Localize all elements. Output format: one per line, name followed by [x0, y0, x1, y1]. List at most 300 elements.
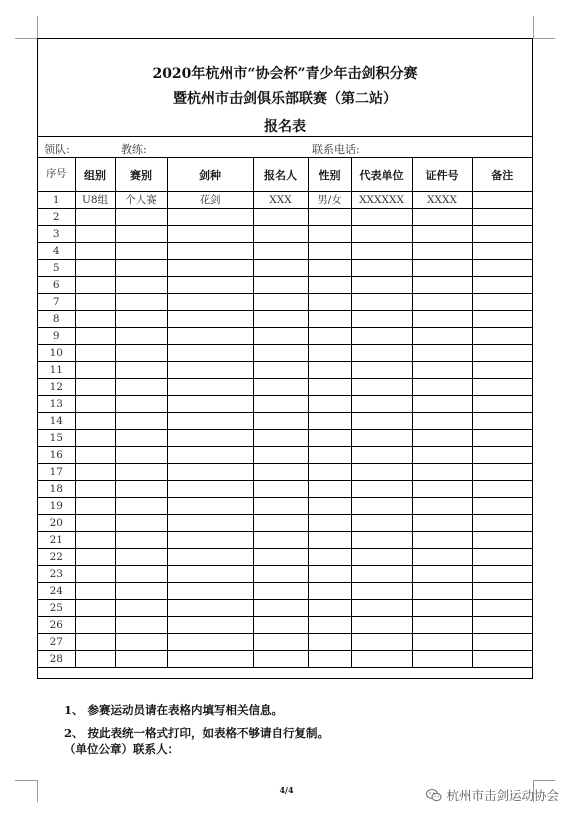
cell-gender: [308, 328, 351, 345]
watermark-text: 杭州市击剑运动协会: [446, 788, 559, 803]
table-row: [38, 583, 532, 600]
cell-event: [115, 396, 167, 413]
cell-weapon: [167, 532, 253, 549]
cell-unit: [351, 464, 412, 481]
cell-id-no: [412, 447, 472, 464]
cell-unit: [351, 396, 412, 413]
cell-gender: [308, 498, 351, 515]
cell-applicant: [253, 226, 308, 243]
header-event: 赛别: [115, 158, 167, 192]
note-2: 2、 按此表统一格式打印，如表格不够请自行复制。: [64, 726, 330, 740]
cell-id-no: [412, 430, 472, 447]
cell-event: [115, 481, 167, 498]
cell-weapon: [167, 243, 253, 260]
cell-group: [75, 413, 115, 430]
cell-group: [75, 481, 115, 498]
cell-gender: [308, 413, 351, 430]
table-row: [38, 328, 532, 345]
cell-unit: [351, 379, 412, 396]
cell-remark: [472, 464, 532, 481]
table-header-row: [38, 158, 532, 192]
cell-gender: [308, 634, 351, 651]
cell-group: [75, 396, 115, 413]
table-row: [38, 549, 532, 566]
cell-group: [75, 634, 115, 651]
cell-seq: 26: [38, 617, 75, 634]
cell-remark: [472, 447, 532, 464]
table-row: [38, 345, 532, 362]
cell-group: [75, 651, 115, 668]
cell-event: [115, 549, 167, 566]
cell-group: [75, 311, 115, 328]
cell-event: [115, 515, 167, 532]
cell-gender: [308, 277, 351, 294]
cell-applicant: [253, 498, 308, 515]
cell-applicant: [253, 651, 308, 668]
table-row: [38, 260, 532, 277]
phone-label: 联系电话:: [312, 143, 360, 156]
cell-unit: [351, 226, 412, 243]
cell-gender: [308, 294, 351, 311]
cell-weapon: [167, 464, 253, 481]
cell-gender: [308, 617, 351, 634]
cell-group: [75, 566, 115, 583]
cell-gender: [308, 430, 351, 447]
cell-gender: [308, 549, 351, 566]
cell-remark: [472, 498, 532, 515]
header-unit: 代表单位: [351, 158, 412, 192]
cell-remark: [472, 311, 532, 328]
cell-weapon: [167, 328, 253, 345]
cell-remark: [472, 192, 532, 209]
cell-unit: XXXXXX: [351, 192, 412, 209]
cell-weapon: [167, 498, 253, 515]
cell-gender: [308, 311, 351, 328]
cell-unit: [351, 362, 412, 379]
cell-seq: 19: [38, 498, 75, 515]
cell-gender: [308, 651, 351, 668]
page-number: 4/4: [279, 785, 294, 795]
cell-unit: [351, 515, 412, 532]
cell-gender: [308, 600, 351, 617]
cell-weapon: [167, 583, 253, 600]
wechat-icon: [426, 789, 442, 802]
cell-applicant: [253, 532, 308, 549]
cell-group: [75, 532, 115, 549]
cell-unit: [351, 583, 412, 600]
cell-remark: [472, 532, 532, 549]
cell-seq: 6: [38, 277, 75, 294]
cell-event: [115, 260, 167, 277]
cell-remark: [472, 583, 532, 600]
cell-unit: [351, 447, 412, 464]
cell-id-no: [412, 566, 472, 583]
cell-group: [75, 243, 115, 260]
cell-event: [115, 430, 167, 447]
cell-remark: [472, 430, 532, 447]
cell-id-no: [412, 583, 472, 600]
cell-weapon: [167, 566, 253, 583]
table-row: [38, 532, 532, 549]
cell-event: [115, 447, 167, 464]
cell-weapon: [167, 481, 253, 498]
cell-weapon: [167, 549, 253, 566]
cell-remark: [472, 651, 532, 668]
cell-applicant: [253, 379, 308, 396]
leader-label: 领队:: [44, 143, 70, 156]
cell-applicant: [253, 430, 308, 447]
table-row: [38, 447, 532, 464]
cell-seq: 3: [38, 226, 75, 243]
cell-unit: [351, 413, 412, 430]
cell-applicant: [253, 260, 308, 277]
cell-applicant: [253, 583, 308, 600]
cell-remark: [472, 634, 532, 651]
cell-seq: 13: [38, 396, 75, 413]
cell-group: U8组: [75, 192, 115, 209]
cell-id-no: [412, 481, 472, 498]
cell-id-no: [412, 362, 472, 379]
cell-event: [115, 651, 167, 668]
cell-remark: [472, 260, 532, 277]
crop-mark: [533, 38, 555, 39]
cell-id-no: XXXX: [412, 192, 472, 209]
cell-applicant: [253, 515, 308, 532]
note-3: （单位公章）联系人：: [64, 742, 179, 756]
cell-applicant: [253, 311, 308, 328]
cell-applicant: [253, 617, 308, 634]
cell-weapon: [167, 447, 253, 464]
cell-unit: [351, 209, 412, 226]
cell-group: [75, 515, 115, 532]
cell-group: [75, 600, 115, 617]
cell-group: [75, 294, 115, 311]
cell-event: [115, 294, 167, 311]
cell-gender: [308, 447, 351, 464]
cell-unit: [351, 345, 412, 362]
cell-seq: 28: [38, 651, 75, 668]
cell-unit: [351, 651, 412, 668]
cell-id-no: [412, 328, 472, 345]
table-row: [38, 515, 532, 532]
cell-weapon: [167, 617, 253, 634]
cell-seq: 11: [38, 362, 75, 379]
cell-remark: [472, 379, 532, 396]
cell-weapon: [167, 226, 253, 243]
cell-seq: 15: [38, 430, 75, 447]
cell-weapon: [167, 311, 253, 328]
cell-seq: 16: [38, 447, 75, 464]
cell-seq: 4: [38, 243, 75, 260]
cell-weapon: [167, 634, 253, 651]
cell-event: [115, 243, 167, 260]
cell-unit: [351, 277, 412, 294]
cell-id-no: [412, 600, 472, 617]
cell-remark: [472, 481, 532, 498]
cell-event: [115, 634, 167, 651]
cell-group: [75, 328, 115, 345]
cell-weapon: [167, 277, 253, 294]
table-row: [38, 311, 532, 328]
cell-remark: [472, 396, 532, 413]
header-group: 组别: [75, 158, 115, 192]
cell-id-no: [412, 277, 472, 294]
cell-remark: [472, 413, 532, 430]
cell-group: [75, 617, 115, 634]
cell-weapon: [167, 430, 253, 447]
watermark: [426, 786, 559, 804]
cell-gender: [308, 379, 351, 396]
cell-event: [115, 379, 167, 396]
header-remark: 备注: [472, 158, 532, 192]
cell-weapon: [167, 209, 253, 226]
cell-applicant: [253, 634, 308, 651]
cell-id-no: [412, 532, 472, 549]
cell-event: [115, 328, 167, 345]
table-row: [38, 192, 532, 209]
cell-weapon: [167, 396, 253, 413]
cell-group: [75, 464, 115, 481]
cell-seq: 8: [38, 311, 75, 328]
cell-weapon: [167, 379, 253, 396]
cell-group: [75, 345, 115, 362]
form-title-line2: 暨杭州市击剑俱乐部联赛（第二站）: [173, 91, 397, 107]
cell-unit: [351, 430, 412, 447]
cell-weapon: [167, 600, 253, 617]
cell-id-no: [412, 464, 472, 481]
cell-event: [115, 600, 167, 617]
cell-seq: 20: [38, 515, 75, 532]
cell-event: [115, 532, 167, 549]
cell-applicant: [253, 600, 308, 617]
cell-remark: [472, 209, 532, 226]
cell-gender: [308, 396, 351, 413]
cell-group: [75, 583, 115, 600]
cell-id-no: [412, 549, 472, 566]
cell-weapon: [167, 294, 253, 311]
cell-id-no: [412, 396, 472, 413]
cell-id-no: [412, 294, 472, 311]
cell-weapon: [167, 260, 253, 277]
crop-mark: [15, 780, 37, 781]
table-row: [38, 294, 532, 311]
table-row: [38, 498, 532, 515]
cell-unit: [351, 566, 412, 583]
cell-weapon: [167, 345, 253, 362]
registration-form: [37, 38, 533, 679]
table-row: [38, 379, 532, 396]
cell-seq: 21: [38, 532, 75, 549]
cell-applicant: XXX: [253, 192, 308, 209]
cell-group: [75, 277, 115, 294]
cell-gender: [308, 532, 351, 549]
cell-seq: 12: [38, 379, 75, 396]
cell-gender: [308, 226, 351, 243]
cell-group: [75, 209, 115, 226]
cell-group: [75, 362, 115, 379]
cell-gender: [308, 515, 351, 532]
cell-group: [75, 549, 115, 566]
cell-unit: [351, 328, 412, 345]
cell-id-no: [412, 226, 472, 243]
table-row: [38, 600, 532, 617]
cell-seq: 9: [38, 328, 75, 345]
cell-group: [75, 260, 115, 277]
cell-remark: [472, 600, 532, 617]
cell-unit: [351, 600, 412, 617]
cell-unit: [351, 311, 412, 328]
table-row: [38, 209, 532, 226]
cell-remark: [472, 226, 532, 243]
cell-applicant: [253, 413, 308, 430]
table-row: [38, 634, 532, 651]
cell-applicant: [253, 277, 308, 294]
table-row: [38, 362, 532, 379]
cell-applicant: [253, 549, 308, 566]
cell-weapon: [167, 413, 253, 430]
cell-event: [115, 209, 167, 226]
cell-seq: 1: [38, 192, 75, 209]
header-id-no: 证件号: [412, 158, 472, 192]
cell-weapon: 花剑: [167, 192, 253, 209]
cell-seq: 18: [38, 481, 75, 498]
cell-applicant: [253, 447, 308, 464]
cell-applicant: [253, 566, 308, 583]
table-row: [38, 243, 532, 260]
cell-group: [75, 430, 115, 447]
cell-weapon: [167, 515, 253, 532]
cell-id-no: [412, 498, 472, 515]
cell-gender: [308, 481, 351, 498]
cell-seq: 5: [38, 260, 75, 277]
cell-id-no: [412, 634, 472, 651]
cell-event: [115, 277, 167, 294]
cell-gender: [308, 362, 351, 379]
cell-event: [115, 413, 167, 430]
table-row: [38, 651, 532, 668]
table-row: [38, 430, 532, 447]
crop-mark: [533, 16, 534, 38]
cell-remark: [472, 277, 532, 294]
cell-id-no: [412, 651, 472, 668]
header-seq: 序号: [38, 158, 75, 192]
cell-group: [75, 379, 115, 396]
cell-weapon: [167, 651, 253, 668]
cell-unit: [351, 498, 412, 515]
cell-remark: [472, 294, 532, 311]
cell-id-no: [412, 311, 472, 328]
cell-applicant: [253, 345, 308, 362]
cell-remark: [472, 617, 532, 634]
cell-weapon: [167, 362, 253, 379]
registration-table: [38, 158, 532, 668]
cell-gender: [308, 566, 351, 583]
cell-gender: 男/女: [308, 192, 351, 209]
form-title-line3: 报名表: [264, 119, 306, 135]
cell-gender: [308, 260, 351, 277]
cell-gender: [308, 583, 351, 600]
cell-id-no: [412, 413, 472, 430]
cell-remark: [472, 362, 532, 379]
cell-event: [115, 226, 167, 243]
cell-unit: [351, 294, 412, 311]
cell-remark: [472, 345, 532, 362]
crop-mark: [15, 38, 37, 39]
cell-seq: 14: [38, 413, 75, 430]
cell-applicant: [253, 209, 308, 226]
table-row: [38, 413, 532, 430]
cell-event: [115, 498, 167, 515]
cell-id-no: [412, 243, 472, 260]
cell-id-no: [412, 260, 472, 277]
cell-event: [115, 583, 167, 600]
cell-unit: [351, 617, 412, 634]
cell-group: [75, 498, 115, 515]
cell-unit: [351, 549, 412, 566]
cell-event: [115, 617, 167, 634]
cell-applicant: [253, 396, 308, 413]
cell-event: [115, 464, 167, 481]
note-1: 1、 参赛运动员请在表格内填写相关信息。: [64, 703, 284, 717]
cell-group: [75, 226, 115, 243]
cell-seq: 27: [38, 634, 75, 651]
cell-event: [115, 362, 167, 379]
cell-applicant: [253, 243, 308, 260]
cell-gender: [308, 345, 351, 362]
cell-applicant: [253, 481, 308, 498]
header-weapon: 剑种: [167, 158, 253, 192]
cell-event: [115, 345, 167, 362]
cell-group: [75, 447, 115, 464]
header-applicant: 报名人: [253, 158, 308, 192]
cell-id-no: [412, 515, 472, 532]
table-row: [38, 481, 532, 498]
cell-id-no: [412, 209, 472, 226]
cell-applicant: [253, 464, 308, 481]
cell-remark: [472, 243, 532, 260]
cell-event: [115, 566, 167, 583]
table-row: [38, 226, 532, 243]
cell-seq: 23: [38, 566, 75, 583]
cell-applicant: [253, 362, 308, 379]
cell-remark: [472, 549, 532, 566]
cell-seq: 10: [38, 345, 75, 362]
cell-seq: 24: [38, 583, 75, 600]
cell-id-no: [412, 345, 472, 362]
cell-unit: [351, 243, 412, 260]
crop-mark: [533, 780, 555, 781]
table-row: [38, 566, 532, 583]
cell-gender: [308, 209, 351, 226]
cell-seq: 22: [38, 549, 75, 566]
table-row: [38, 396, 532, 413]
table-row: [38, 617, 532, 634]
cell-event: [115, 311, 167, 328]
cell-id-no: [412, 379, 472, 396]
cell-seq: 2: [38, 209, 75, 226]
cell-unit: [351, 481, 412, 498]
cell-gender: [308, 464, 351, 481]
cell-seq: 7: [38, 294, 75, 311]
coach-label: 教练:: [121, 143, 147, 156]
cell-unit: [351, 260, 412, 277]
cell-seq: 25: [38, 600, 75, 617]
header-gender: 性别: [308, 158, 351, 192]
cell-applicant: [253, 294, 308, 311]
cell-gender: [308, 243, 351, 260]
cell-id-no: [412, 617, 472, 634]
cell-applicant: [253, 328, 308, 345]
